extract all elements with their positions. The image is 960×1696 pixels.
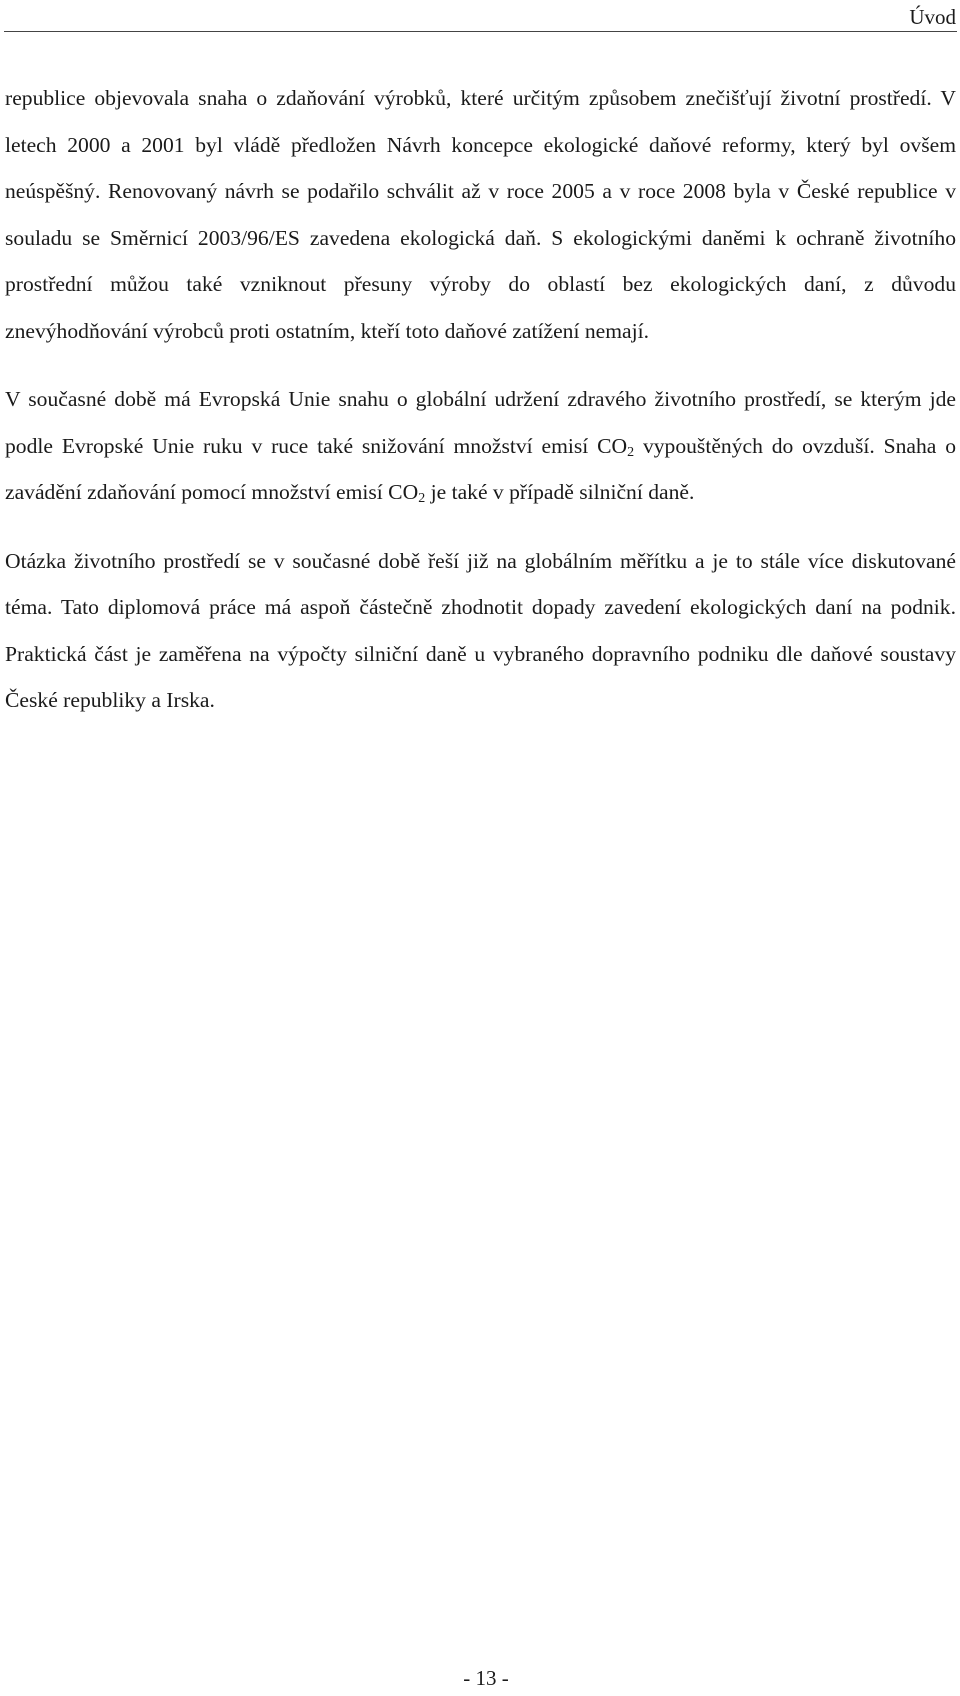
paragraph-text-part: V současné době má Evropská Unie snahu o globální udržení zdravého životního prostředí, se kterým jde podle Evropské Unie ruku v ruce také snižování množství emisí CO <box>5 387 956 458</box>
page-number: - 13 - <box>463 1666 509 1690</box>
paragraph-thesis-goal: Otázka životního prostředí se v současné době řeší již na globálním měřítku a je to stále více diskutované téma. Tato diplomová práce má aspoň částečně zhodnotit dopady zavedení ekologických daní na podnik. Praktická část je zaměřena na výpočty silniční daně u vybraného dopravního podniku dle daňové soustavy České republiky a Irska. <box>5 548 956 712</box>
paragraph-text-part: je také v případě silniční daně. <box>425 480 695 504</box>
subscript: 2 <box>627 444 635 460</box>
subscript: 2 <box>418 491 426 506</box>
main-content <box>5 75 956 724</box>
paragraph-eu-co2-emissions <box>5 376 956 516</box>
paragraph-text-part: vypouštěných do ovzduší. Snaha o zavádění zdaňování pomocí množství emisí CO <box>5 433 956 504</box>
page-header <box>4 0 957 32</box>
paragraph-ecological-tax-history: republice objevovala snaha o zdaňování výrobků, které určitým způsobem znečišťují životní prostředí. V letech 2000 a 2001 byl vládě předložen Návrh koncepce ekologické daňové reformy, který byl ovšem neúspěšný. Renovovaný návrh se podařilo schválit až v roce 2005 a v roce 2008 byla v České republice v souladu se Směrnicí 2003/96/ES zavedena ekologická daň. S ekologickými daněmi k ochraně životního prostřední můžou také vzniknout přesuny výroby do oblastí bez ekologických daní, z důvodu znevýhodňování výrobců proti ostatním, kteří toto daňové zatížení nemají. <box>5 86 956 343</box>
chapter-title: Úvod <box>909 5 956 29</box>
